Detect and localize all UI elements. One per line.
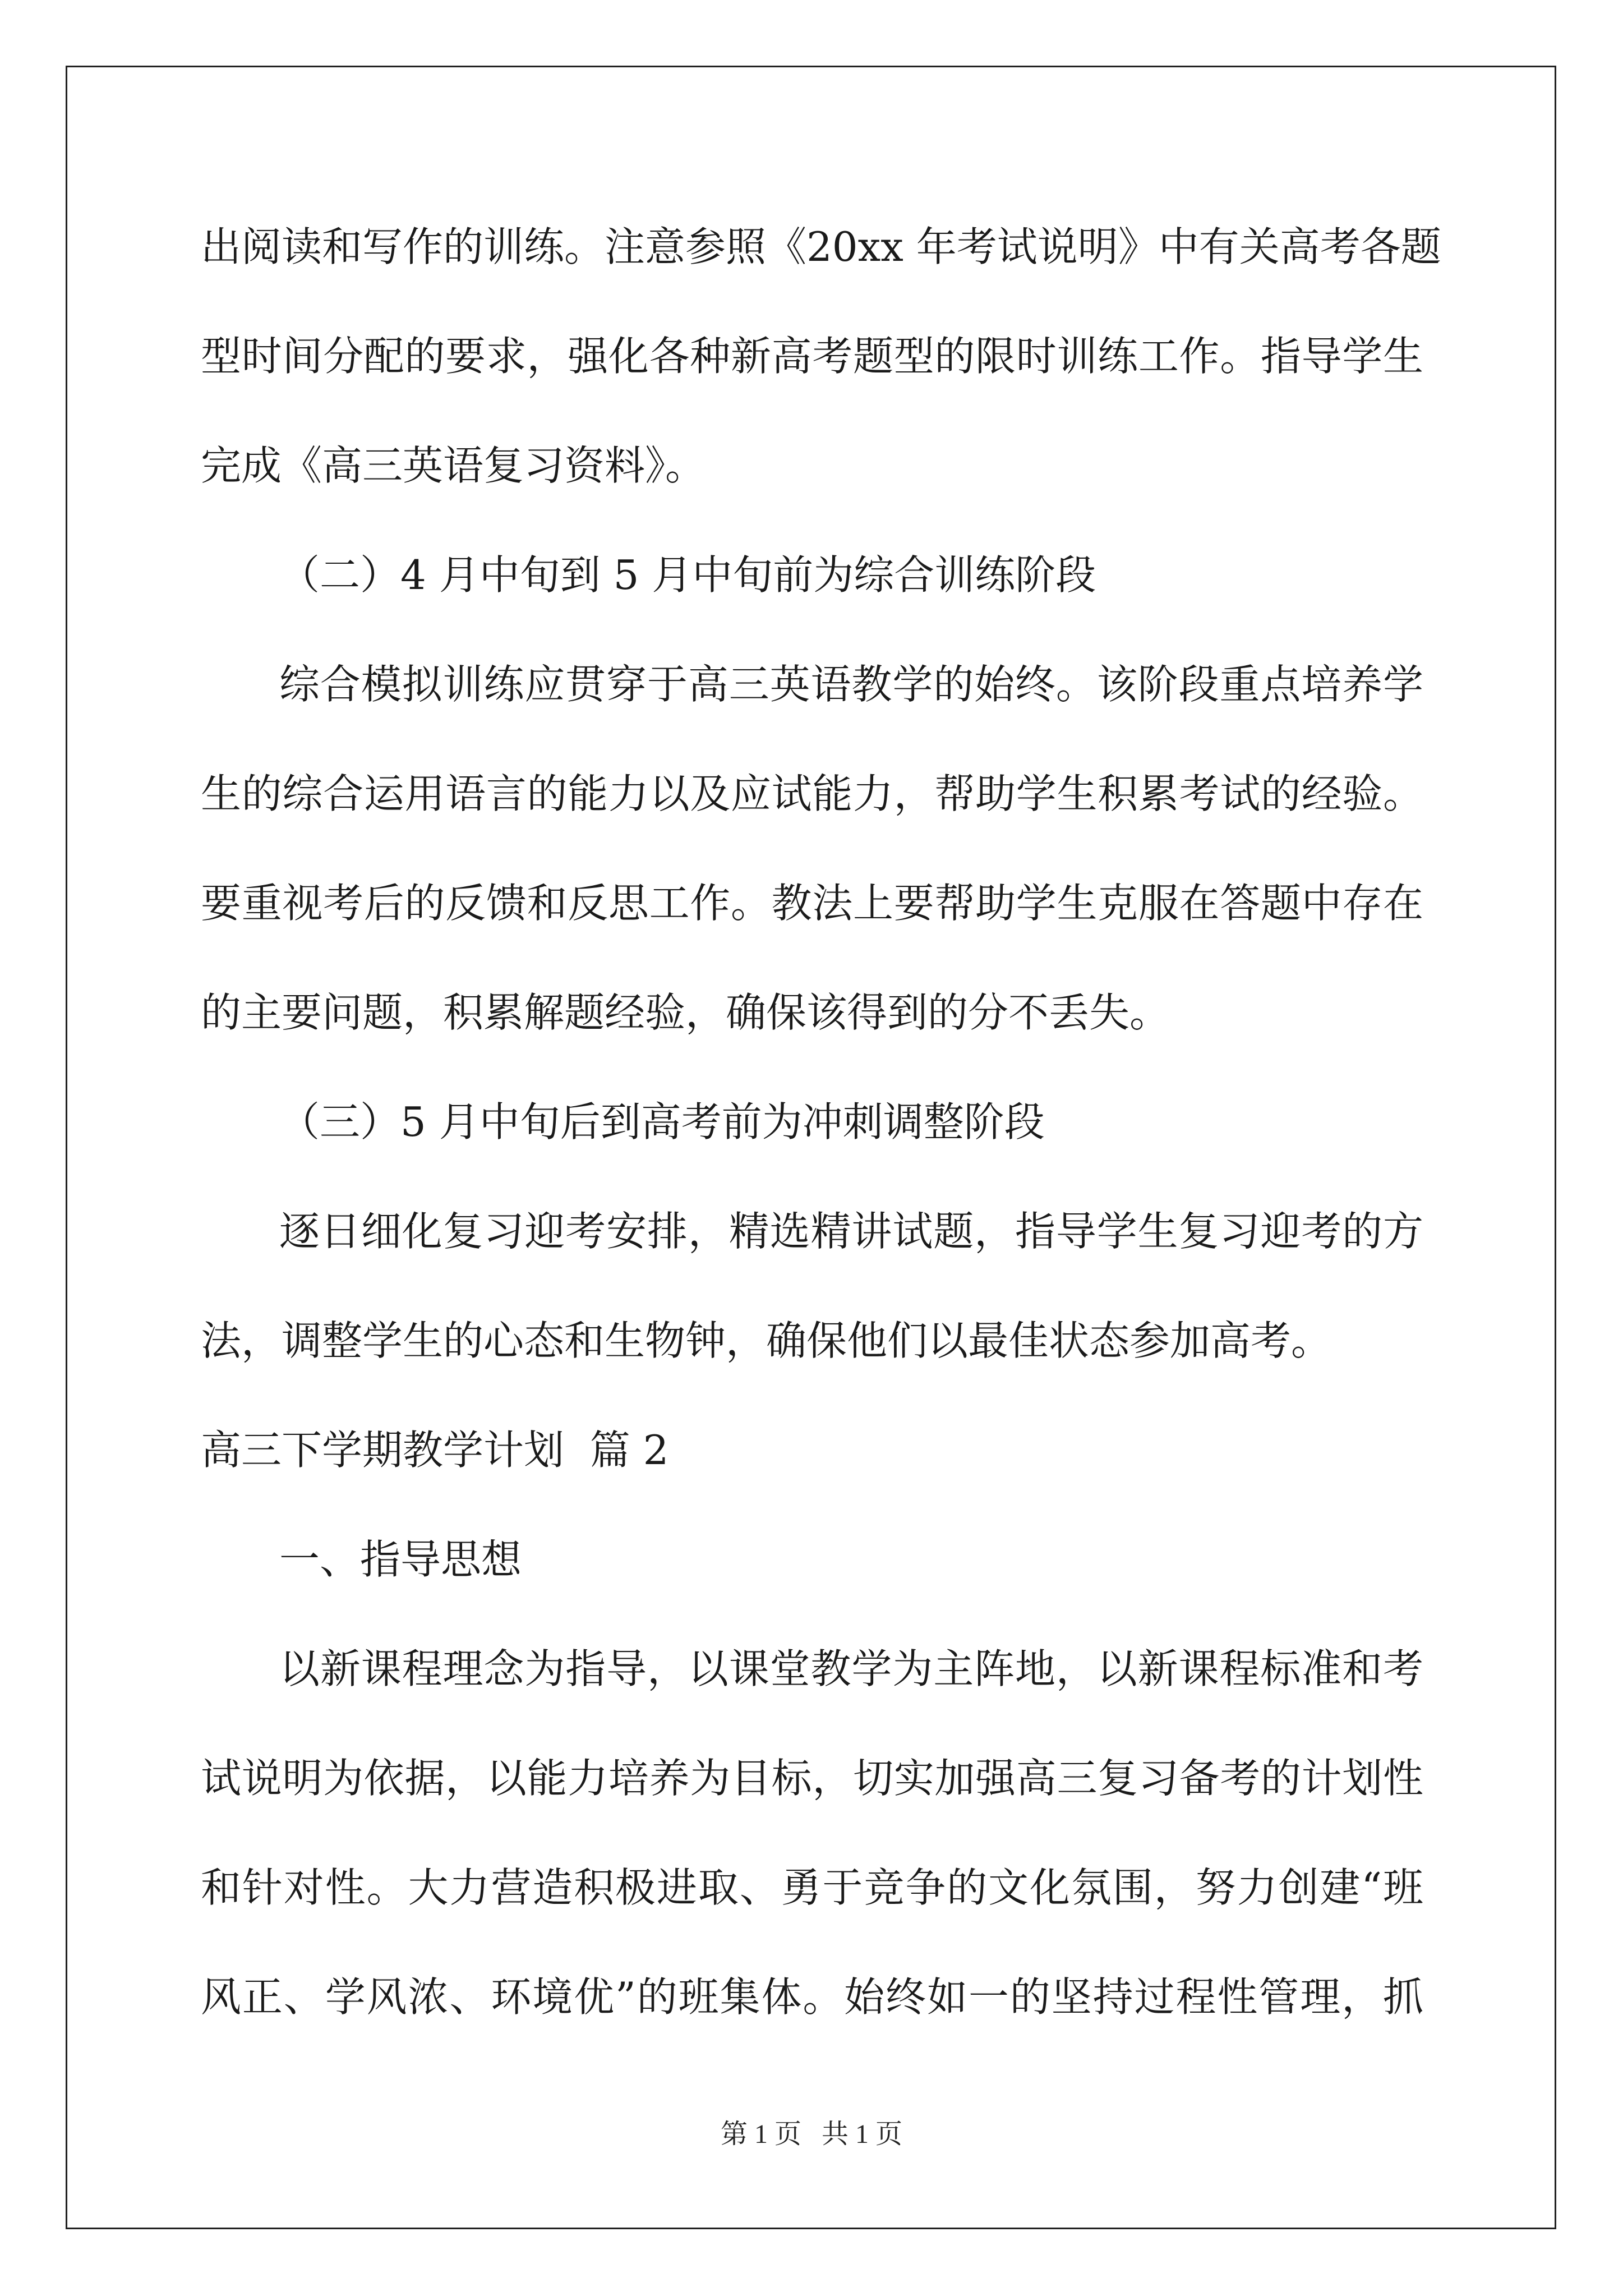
section-heading: （二）4 月中旬到 5 月中旬前为综合训练阶段	[279, 551, 1096, 599]
paragraph-line: 生的综合运用语言的能力以及应试能力，帮助学生积累考试的经验。	[201, 770, 1423, 817]
paragraph-line: 以新课程理念为指导，以课堂教学为主阵地，以新课程标准和考	[279, 1645, 1423, 1692]
paragraph-line: 风正、学风浓、环境优”的班集体。始终如一的坚持过程性管理，抓	[201, 1973, 1423, 2021]
paragraph-line: 和针对性。大力营造积极进取、勇于竞争的文化氛围，努力创建“班	[201, 1864, 1423, 1911]
section-heading: （三）5 月中旬后到高考前为冲刺调整阶段	[279, 1098, 1045, 1145]
paragraph-line: 要重视考后的反馈和反思工作。教法上要帮助学生克服在答题中存在	[201, 880, 1423, 927]
paragraph-line: 型时间分配的要求，强化各种新高考题型的限时训练工作。指导学生	[201, 333, 1423, 380]
paragraph-line: 试说明为依据，以能力培养为目标，切实加强高三复习备考的计划性	[201, 1755, 1423, 1802]
document-title: 高三下学期教学计划 篇 2	[201, 1427, 669, 1474]
page-number-footer: 第 1 页 共 1 页	[720, 2119, 902, 2149]
paragraph-line: 完成《高三英语复习资料》。	[201, 442, 706, 489]
section-heading: 一、指导思想	[279, 1536, 522, 1583]
paragraph-line: 法，调整学生的心态和生物钟，确保他们以最佳状态参加高考。	[201, 1317, 1332, 1364]
paragraph-line: 综合模拟训练应贯穿于高三英语教学的始终。该阶段重点培养学	[279, 661, 1423, 708]
paragraph-line: 逐日细化复习迎考安排，精选精讲试题，指导学生复习迎考的方	[279, 1208, 1423, 1255]
paragraph-line: 出阅读和写作的训练。注意参照《20xx 年考试说明》中有关高考各题	[201, 223, 1441, 270]
paragraph-line: 的主要问题，积累解题经验，确保该得到的分不丢失。	[201, 989, 1170, 1036]
